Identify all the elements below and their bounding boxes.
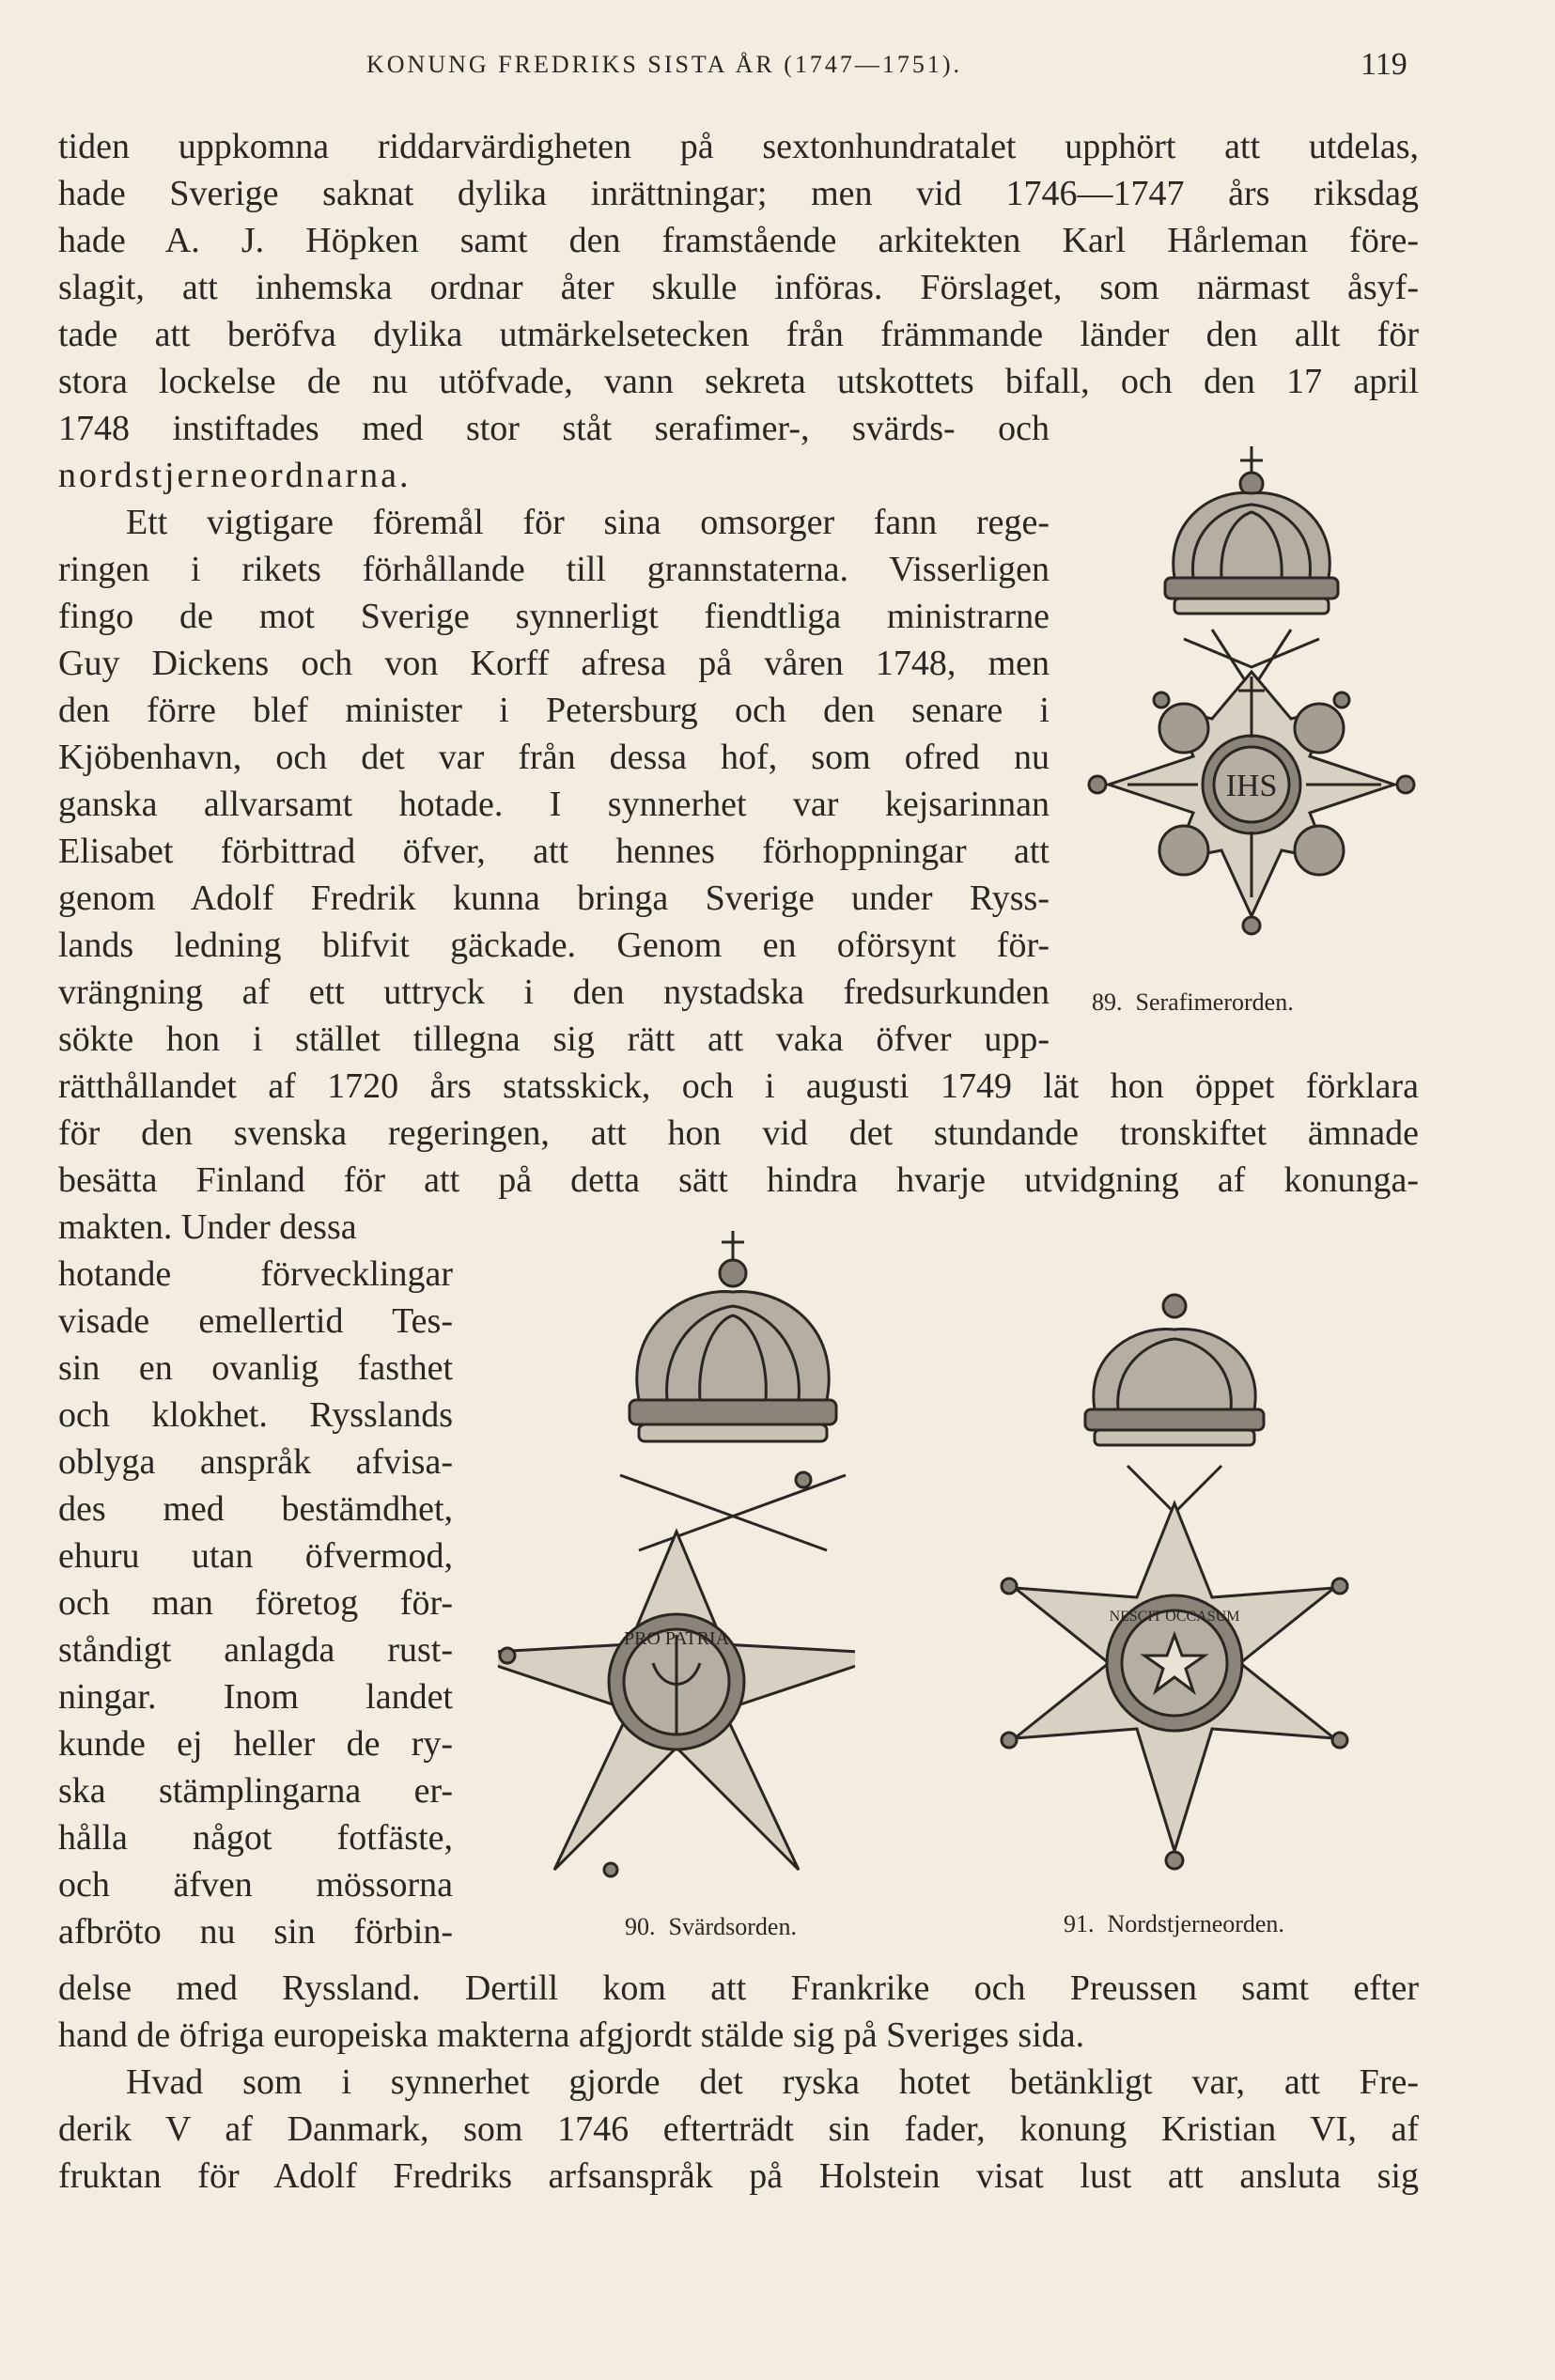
text-line: ska stämplingarna er- <box>58 1771 453 1811</box>
text-line: ringen i rikets förhållande till grannstaterna. Visserligen <box>58 550 1050 589</box>
text-line: 1748 instiftades med stor ståt serafimer-, svärds- och <box>58 409 1050 448</box>
text-line: och man företog för- <box>58 1583 453 1623</box>
page-number: 119 <box>1361 47 1407 82</box>
sword-order-figure <box>498 1221 855 1898</box>
figure-90-caption <box>625 1913 797 1941</box>
text-line: sin en ovanlig fasthet <box>58 1348 453 1388</box>
text-line: och klokhet. Rysslands <box>58 1395 453 1435</box>
text-line: delse med Ryssland. Dertill kom att Frankrike och Preussen samt efter <box>58 1968 1419 2008</box>
text-line: visade emellertid Tes- <box>58 1301 453 1341</box>
seraphim-medal-inscription: IHS <box>1225 769 1278 803</box>
figure-89-caption <box>1092 988 1294 1017</box>
figure-number: 89. <box>1092 988 1123 1016</box>
figure-91-caption <box>1064 1910 1284 1938</box>
text-line: hotande förvecklingar <box>58 1254 453 1294</box>
text-line: slagit, att inhemska ordnar åter skulle införas. Förslaget, som närmast åsyf- <box>58 268 1419 307</box>
text-line: hålla något fotfäste, <box>58 1818 453 1858</box>
sword-medal-inscription: PRO PATRIA <box>623 1628 730 1649</box>
seraphim-order-figure <box>1071 437 1428 982</box>
text-line: ehuru utan öfvermod, <box>58 1536 453 1576</box>
text-line: för den svenska regeringen, att hon vid det stundande tronskiftet ämnade <box>58 1113 1419 1153</box>
text-line: derik V af Danmark, som 1746 efterträdt sin fader, konung Kristian VI, af <box>58 2109 1419 2149</box>
text-line: hade Sverige saknat dylika inrättningar; men vid 1746—1747 års riksdag <box>58 174 1419 213</box>
figure-number: 91. <box>1064 1910 1095 1937</box>
text-line: Hvad som i synnerhet gjorde det ryska hotet betänkligt var, att Fre- <box>126 2062 1419 2102</box>
text-line: afbröto nu sin förbin- <box>58 1912 453 1952</box>
text-line: ganska allvarsamt hotade. I synnerhet var kejsarinnan <box>58 785 1050 824</box>
north-star-order-figure <box>996 1287 1353 1889</box>
text-line: fingo de mot Sverige synnerligt fiendtliga ministrarne <box>58 597 1050 636</box>
text-line: tiden uppkomna riddarvärdigheten på sextonhundratalet upphört att utdelas, <box>58 127 1419 166</box>
text-line: Kjöbenhavn, och det var från dessa hof, som ofred nu <box>58 738 1050 777</box>
figure-caption-text: Nordstjerneorden. <box>1107 1910 1284 1937</box>
text-line: den förre blef minister i Petersburg och den senare i <box>58 691 1050 730</box>
north-star-order-medal <box>996 1287 1353 1889</box>
text-line: fruktan för Adolf Fredriks arfsanspråk på Holstein visat lust att ansluta sig <box>58 2156 1419 2196</box>
text-line: Elisabet förbittrad öfver, att hennes förhoppningar att <box>58 832 1050 871</box>
running-head <box>0 47 1555 88</box>
text-line: tade att beröfva dylika utmärkelsetecken från främmande länder den allt för <box>58 315 1419 354</box>
text-line: Ett vigtigare föremål för sina omsorger fann rege- <box>126 503 1050 542</box>
text-line: och äfven mössorna <box>58 1865 453 1905</box>
text-line: sökte hon i stället tillegna sig rätt att vaka öfver upp- <box>58 1019 1050 1059</box>
north-star-medal-inscription: NESCIT OCCASUM <box>1109 1609 1240 1625</box>
text-line: hand de öfriga europeiska makterna afgjordt stälde sig på Sveriges sida. <box>58 2015 1085 2055</box>
figure-caption-text: Serafimerorden. <box>1135 988 1294 1016</box>
text-line: oblyga anspråk afvisa- <box>58 1442 453 1482</box>
text-line: ningar. Inom landet <box>58 1677 453 1717</box>
text-line: lands ledning blifvit gäckade. Genom en oförsynt för- <box>58 926 1050 965</box>
text-line: hade A. J. Höpken samt den framstående arkitekten Karl Hårleman före- <box>58 221 1419 260</box>
text-line: ståndigt anlagda rust- <box>58 1630 453 1670</box>
sword-order-medal <box>498 1221 855 1898</box>
text-line: nordstjerneordnarna. <box>58 456 412 495</box>
text-line: stora lockelse de nu utöfvade, vann sekreta utskottets bifall, och den 17 april <box>58 362 1419 401</box>
text-line: rätthållandet af 1720 års statsskick, och i augusti 1749 lät hon öppet förklara <box>58 1066 1419 1106</box>
text-line: genom Adolf Fredrik kunna bringa Sverige under Ryss- <box>58 879 1050 918</box>
text-line: kunde ej heller de ry- <box>58 1724 453 1764</box>
figure-caption-text: Svärdsorden. <box>668 1913 797 1940</box>
text-line: des med bestämdhet, <box>58 1489 453 1529</box>
seraphim-order-medal <box>1071 437 1428 982</box>
text-line: vrängning af ett uttryck i den nystadska fredsurkunden <box>58 972 1050 1012</box>
text-line: besätta Finland för att på detta sätt hindra hvarje utvidgning af konunga- <box>58 1160 1419 1200</box>
text-line: makten. Under dessa <box>58 1207 357 1247</box>
text-line: Guy Dickens och von Korff afresa på våren 1748, men <box>58 644 1050 683</box>
figure-number: 90. <box>625 1913 656 1940</box>
running-title: KONUNG FREDRIKS SISTA ÅR (1747—1751). <box>366 51 963 78</box>
